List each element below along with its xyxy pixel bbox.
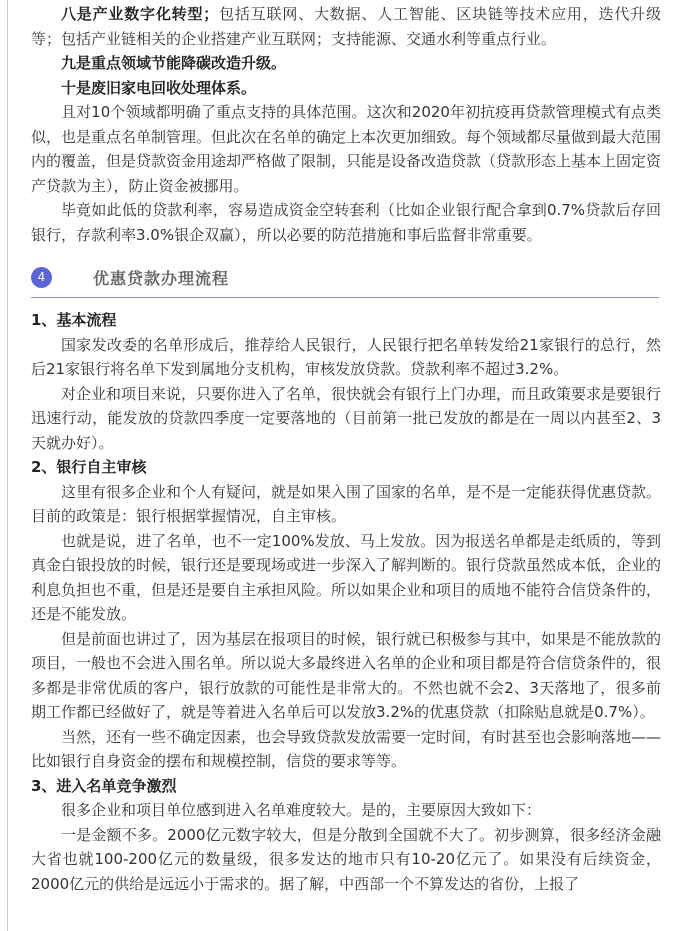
paragraph: 当然，还有一些不确定因素，也会导致贷款发放需要一定时间，有时甚至也会影响落地——比如银行自身资金的摆布和规模控制，信贷的要求等等。 xyxy=(31,727,662,770)
paragraph-text: 包括互联网、大数据、人工智能、区块链等技术应用，迭代升级等；包括产业链相关的企业搭建产业互联网；支持能源、交通水利等重点行业。 xyxy=(31,5,661,48)
paragraph: 但是前面也讲过了，因为基层在报项目的时候，银行就已积极参与其中，如果是不能放款的项目，一般也不会进入围名单。所以说大多最终进入名单的企业和项目都是符合信贷条件的，很多都是非常优质的客户，银行放款的可能性是非常大的。不然也就不会2、3天落地了，很多前期工作都已经做好了，就是等着进入名单后可以发放3.2%的优惠贷款（扣除贴息就是0.7%）。 xyxy=(31,629,662,721)
subheading: 2、银行自主审核 xyxy=(31,458,147,476)
paragraph: 对企业和项目来说，只要你进入了名单，很快就会有银行上门办理，而且政策要求是要银行迅速行动，能发放的贷款四季度一定要落地的（目前第一批已发放的都是在一周以内甚至2、3天就办好）。 xyxy=(31,384,662,452)
paragraph: 国家发改委的名单形成后，推荐给人民银行，人民银行把名单转发给21家银行的总行，然后21家银行将名单下发到属地分支机构，审核发放贷款。贷款利率不超过3.2%。 xyxy=(31,335,661,378)
section-number-badge: 4 xyxy=(31,267,52,288)
paragraph: 且对10个领域都明确了重点支持的具体范围。这次和2020年初抗疫再贷款管理模式有点类似，也是重点名单制管理。但此次在名单的确定上本次更加细致。每个领域都尽量做到最大范围内的覆盖，但是贷款资金用途却严格做了限制，只能是设备改造贷款（贷款形态上基本上固定资产贷款为主），防止资金被挪用。 xyxy=(31,103,662,195)
subheading: 1、基本流程 xyxy=(31,311,117,329)
section-title: 优惠贷款办理流程 xyxy=(93,269,230,288)
body-text-block xyxy=(31,308,661,896)
paragraph xyxy=(31,2,661,51)
paragraph: 这里有很多企业和个人有疑问，就是如果入围了国家的名单，是不是一定能获得优惠贷款。目前的政策是：银行根据掌握情况，自主审核。 xyxy=(31,482,662,525)
bold-paragraph: 九是重点领域节能降碳改造升级。 xyxy=(61,54,287,72)
top-text-block xyxy=(31,2,661,247)
subheading: 3、进入名单竞争激烈 xyxy=(31,776,177,795)
paragraph: 很多企业和项目单位感到进入名单难度较大。是的，主要原因大致如下： xyxy=(61,801,542,819)
bold-paragraph: 十是废旧家电回收处理体系。 xyxy=(61,78,257,97)
bold-lead: 八是产业数字化转型； xyxy=(61,5,219,23)
left-border-line xyxy=(7,0,8,931)
paragraph: 也就是说，进了名单，也不一定100%发放、马上发放。因为报送名单都是走纸质的，等到真金白银投放的时候，银行还是要现场或进一步深入了解判断的。银行贷款虽然成本低，企业的利息负担也不重，但是还是要自主承担风险。所以如果企业和项目的质地不能符合信贷条件的，还是不能发放。 xyxy=(31,531,662,623)
paragraph: 一是金额不多。2000亿元数字较大，但是分散到全国就不大了。初步测算，很多经济金融大省也就100-200亿元的数量级，很多发达的地市只有10-20亿元了。如果没有后续资金，2000亿元的供给是远远小于需求的。据了解，中西部一个不算发达的省份，上报了 xyxy=(31,825,661,893)
section-header xyxy=(31,263,659,298)
paragraph: 毕竟如此低的贷款利率，容易造成资金空转套利（比如企业银行配合拿到0.7%贷款后存回银行，存款利率3.0%银企双赢），所以必要的防范措施和事后监督非常重要。 xyxy=(31,201,661,244)
